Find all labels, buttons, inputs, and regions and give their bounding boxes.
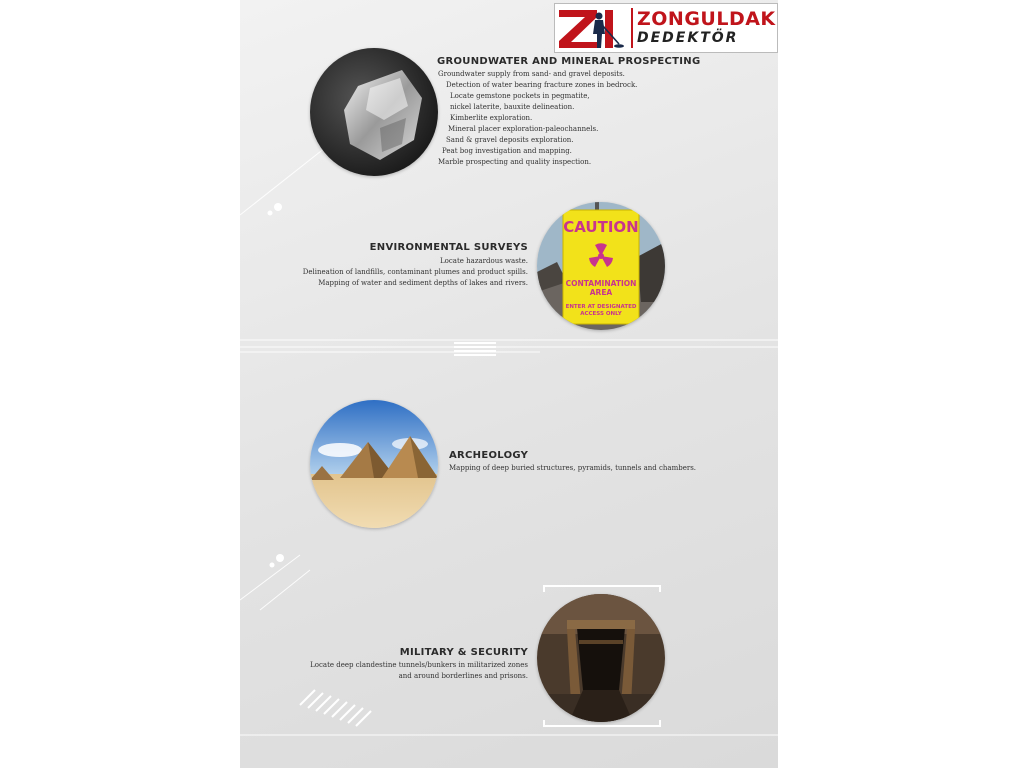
logo-separator (631, 8, 633, 48)
section-text-archeology (449, 463, 696, 474)
ore-image (310, 48, 438, 176)
text-line: Peat bog investigation and mapping. (442, 147, 572, 155)
text-line: Locate gemstone pockets in pegmatite, (450, 92, 590, 100)
section-text-military (310, 660, 528, 682)
text-line: Locate deep clandestine tunnels/bunkers in militarized zones (310, 661, 528, 669)
section-title-groundwater: GROUNDWATER AND MINERAL PROSPECTING (437, 56, 701, 67)
caution-sign-icon (537, 202, 665, 330)
caution-sign-image (537, 202, 665, 330)
company-logo (554, 3, 778, 53)
text-line: Kimberlite exploration. (450, 114, 533, 122)
mine-tunnel-image (537, 594, 665, 722)
text-line: and around borderlines and prisons. (398, 672, 528, 680)
sign-area-line2: AREA (589, 288, 613, 297)
text-line: Sand & gravel deposits exploration. (446, 136, 574, 144)
pyramids-image (310, 400, 438, 528)
brochure-page (240, 0, 778, 768)
section-title-archeology: ARCHEOLOGY (449, 450, 529, 461)
zi-logo-icon (555, 4, 627, 52)
sign-area-line1: CONTAMINATION (565, 279, 637, 288)
text-line: Delineation of landfills, contaminant plumes and product spills. (302, 268, 528, 276)
sign-note-line1: ENTER AT DESIGNATED (565, 304, 637, 310)
text-line: Groundwater supply from sand- and gravel deposits. (438, 70, 625, 78)
text-line: Mineral placer exploration-paleochannels. (448, 125, 599, 133)
text-line: nickel laterite, bauxite delineation. (450, 103, 575, 111)
mine-tunnel-icon (537, 594, 665, 722)
section-text-groundwater (438, 69, 637, 168)
text-line: Locate hazardous waste. (440, 257, 528, 265)
section-title-environmental: ENVIRONMENTAL SURVEYS (369, 242, 528, 253)
text-line: Mapping of deep buried structures, pyramids, tunnels and chambers. (449, 464, 697, 472)
section-title-military: MILITARY & SECURITY (399, 647, 528, 658)
text-line: Detection of water bearing fracture zones in bedrock. (446, 81, 638, 89)
text-line: Marble prospecting and quality inspection. (438, 158, 592, 166)
logo-line2: DEDEKTÖR (637, 30, 739, 46)
text-line: Mapping of water and sediment depths of lakes and rivers. (318, 279, 528, 287)
logo-line1: ZONGULDAK (637, 8, 776, 30)
pyramids-icon (310, 400, 438, 528)
sign-heading: CAUTION (563, 218, 639, 236)
logo-text (637, 4, 776, 52)
silver-ore-icon (310, 48, 438, 176)
section-text-environmental (303, 256, 528, 289)
sign-note-line2: ACCESS ONLY (580, 311, 622, 317)
